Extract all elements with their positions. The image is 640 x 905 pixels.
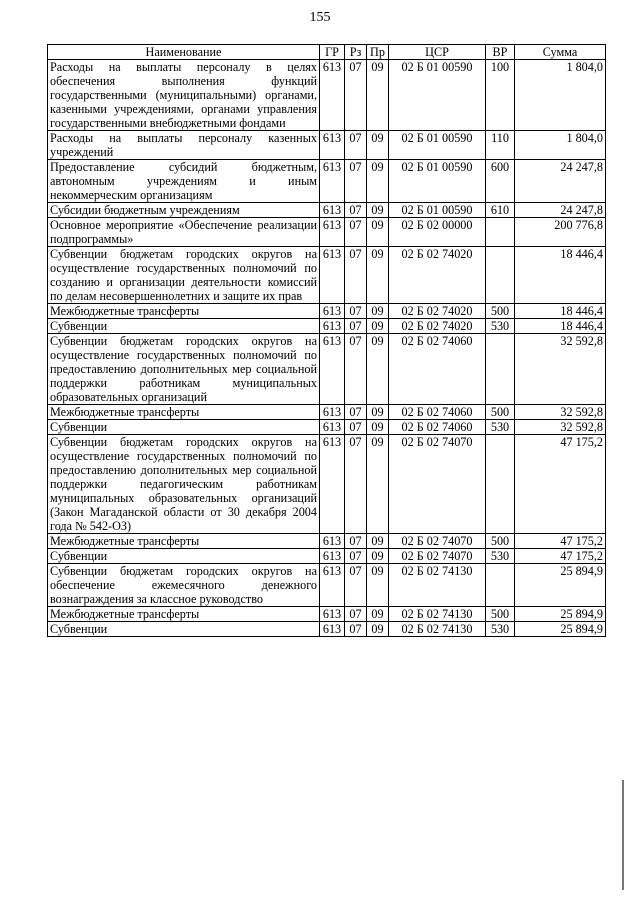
row-pr: 09 <box>367 218 389 247</box>
row-gr: 613 <box>320 218 345 247</box>
row-rz: 07 <box>345 131 367 160</box>
row-gr: 613 <box>320 564 345 607</box>
row-vr: 100 <box>486 60 515 131</box>
row-sum: 25 894,9 <box>515 564 606 607</box>
row-sum: 200 776,8 <box>515 218 606 247</box>
table-row <box>48 622 606 637</box>
row-name: Субвенции <box>48 549 320 564</box>
row-rz: 07 <box>345 218 367 247</box>
row-vr: 500 <box>486 534 515 549</box>
header-rz: Рз <box>345 45 367 60</box>
row-rz: 07 <box>345 203 367 218</box>
table-row <box>48 319 606 334</box>
row-gr: 613 <box>320 203 345 218</box>
row-name: Субвенции бюджетам городских округов на осуществление государственных полномочий по предоставлению дополнительных мер социальной поддержки работникам муниципальных образовательных организаций <box>48 334 320 405</box>
table-row <box>48 534 606 549</box>
row-gr: 613 <box>320 549 345 564</box>
row-csr: 02 Б 02 74060 <box>389 420 486 435</box>
row-gr: 613 <box>320 622 345 637</box>
row-csr: 02 Б 01 00590 <box>389 160 486 203</box>
row-sum: 32 592,8 <box>515 420 606 435</box>
table-row <box>48 247 606 304</box>
row-vr: 530 <box>486 420 515 435</box>
row-vr <box>486 564 515 607</box>
row-vr: 110 <box>486 131 515 160</box>
scan-edge-line <box>622 780 624 890</box>
row-pr: 09 <box>367 304 389 319</box>
row-csr: 02 Б 02 74020 <box>389 319 486 334</box>
row-sum: 47 175,2 <box>515 534 606 549</box>
row-gr: 613 <box>320 160 345 203</box>
row-pr: 09 <box>367 420 389 435</box>
row-csr: 02 Б 02 74060 <box>389 334 486 405</box>
row-sum: 18 446,4 <box>515 247 606 304</box>
row-vr: 530 <box>486 319 515 334</box>
table-row <box>48 203 606 218</box>
row-vr: 530 <box>486 622 515 637</box>
row-pr: 09 <box>367 203 389 218</box>
row-vr: 530 <box>486 549 515 564</box>
row-sum: 18 446,4 <box>515 304 606 319</box>
budget-table <box>47 44 606 637</box>
row-csr: 02 Б 02 74070 <box>389 435 486 534</box>
row-sum: 32 592,8 <box>515 334 606 405</box>
row-sum: 24 247,8 <box>515 160 606 203</box>
table-row <box>48 304 606 319</box>
row-pr: 09 <box>367 319 389 334</box>
row-rz: 07 <box>345 304 367 319</box>
row-csr: 02 Б 01 00590 <box>389 60 486 131</box>
row-name: Межбюджетные трансферты <box>48 534 320 549</box>
header-sum: Сумма <box>515 45 606 60</box>
row-sum: 18 446,4 <box>515 319 606 334</box>
row-pr: 09 <box>367 160 389 203</box>
table-row <box>48 405 606 420</box>
row-pr: 09 <box>367 435 389 534</box>
row-name: Расходы на выплаты персоналу казенных учреждений <box>48 131 320 160</box>
table-row <box>48 549 606 564</box>
row-vr: 500 <box>486 405 515 420</box>
row-csr: 02 Б 01 00590 <box>389 203 486 218</box>
row-rz: 07 <box>345 160 367 203</box>
header-csr: ЦСР <box>389 45 486 60</box>
table-row <box>48 607 606 622</box>
row-rz: 07 <box>345 247 367 304</box>
row-name: Субсидии бюджетным учреждениям <box>48 203 320 218</box>
row-csr: 02 Б 01 00590 <box>389 131 486 160</box>
row-sum: 1 804,0 <box>515 60 606 131</box>
row-rz: 07 <box>345 534 367 549</box>
row-rz: 07 <box>345 549 367 564</box>
row-sum: 32 592,8 <box>515 405 606 420</box>
row-vr: 500 <box>486 607 515 622</box>
row-rz: 07 <box>345 420 367 435</box>
row-sum: 1 804,0 <box>515 131 606 160</box>
table-row <box>48 218 606 247</box>
row-gr: 613 <box>320 420 345 435</box>
header-vr: ВР <box>486 45 515 60</box>
table-row <box>48 160 606 203</box>
row-rz: 07 <box>345 607 367 622</box>
row-sum: 24 247,8 <box>515 203 606 218</box>
row-csr: 02 Б 02 74130 <box>389 564 486 607</box>
row-gr: 613 <box>320 435 345 534</box>
row-gr: 613 <box>320 60 345 131</box>
row-pr: 09 <box>367 564 389 607</box>
row-rz: 07 <box>345 435 367 534</box>
row-name: Расходы на выплаты персоналу в целях обеспечения выполнения функций государственными (муниципальными) органами, казенными учреждениями, органами управления государственными внебюджетными фондами <box>48 60 320 131</box>
row-name: Межбюджетные трансферты <box>48 607 320 622</box>
row-name: Субвенции бюджетам городских округов на осуществление государственных полномочий по созданию и организации деятельности комиссий по делам несовершеннолетних и защите их прав <box>48 247 320 304</box>
row-csr: 02 Б 02 74070 <box>389 534 486 549</box>
table-row <box>48 564 606 607</box>
row-pr: 09 <box>367 607 389 622</box>
row-sum: 25 894,9 <box>515 607 606 622</box>
row-vr: 600 <box>486 160 515 203</box>
row-csr: 02 Б 02 74070 <box>389 549 486 564</box>
table-row <box>48 420 606 435</box>
row-name: Субвенции <box>48 319 320 334</box>
row-rz: 07 <box>345 405 367 420</box>
row-gr: 613 <box>320 607 345 622</box>
header-pr: Пр <box>367 45 389 60</box>
row-rz: 07 <box>345 319 367 334</box>
table-row <box>48 131 606 160</box>
row-csr: 02 Б 02 74130 <box>389 607 486 622</box>
row-pr: 09 <box>367 131 389 160</box>
row-name: Межбюджетные трансферты <box>48 405 320 420</box>
row-vr <box>486 334 515 405</box>
row-pr: 09 <box>367 334 389 405</box>
table-row <box>48 60 606 131</box>
row-gr: 613 <box>320 534 345 549</box>
row-name: Межбюджетные трансферты <box>48 304 320 319</box>
row-pr: 09 <box>367 247 389 304</box>
row-vr <box>486 218 515 247</box>
row-rz: 07 <box>345 564 367 607</box>
row-gr: 613 <box>320 319 345 334</box>
row-gr: 613 <box>320 131 345 160</box>
row-name: Субвенции бюджетам городских округов на осуществление государственных полномочий по предоставлению дополнительных мер социальной поддержки педагогическим работникам муниципальных образовательных организаций (Закон Магаданской области от 30 декабря 2004 года № 542-ОЗ) <box>48 435 320 534</box>
row-gr: 613 <box>320 334 345 405</box>
row-vr: 610 <box>486 203 515 218</box>
row-name: Основное мероприятие «Обеспечение реализации подпрограммы» <box>48 218 320 247</box>
row-pr: 09 <box>367 549 389 564</box>
header-gr: ГР <box>320 45 345 60</box>
header-row <box>48 45 606 60</box>
row-rz: 07 <box>345 334 367 405</box>
row-pr: 09 <box>367 622 389 637</box>
row-name: Предоставление субсидий бюджетным, автономным учреждениям и иным некоммерческим организациям <box>48 160 320 203</box>
row-pr: 09 <box>367 534 389 549</box>
row-csr: 02 Б 02 74020 <box>389 304 486 319</box>
row-vr <box>486 435 515 534</box>
row-csr: 02 Б 02 74060 <box>389 405 486 420</box>
row-vr <box>486 247 515 304</box>
table-row <box>48 334 606 405</box>
row-gr: 613 <box>320 405 345 420</box>
row-name: Субвенции <box>48 420 320 435</box>
page-number: 155 <box>309 10 331 25</box>
row-csr: 02 Б 02 74130 <box>389 622 486 637</box>
row-csr: 02 Б 02 74020 <box>389 247 486 304</box>
row-pr: 09 <box>367 60 389 131</box>
table-row <box>48 435 606 534</box>
row-name: Субвенции <box>48 622 320 637</box>
row-rz: 07 <box>345 60 367 131</box>
row-pr: 09 <box>367 405 389 420</box>
row-vr: 500 <box>486 304 515 319</box>
header-name: Наименование <box>48 45 320 60</box>
row-sum: 25 894,9 <box>515 622 606 637</box>
row-gr: 613 <box>320 247 345 304</box>
row-sum: 47 175,2 <box>515 435 606 534</box>
row-sum: 47 175,2 <box>515 549 606 564</box>
row-csr: 02 Б 02 00000 <box>389 218 486 247</box>
row-rz: 07 <box>345 622 367 637</box>
row-name: Субвенции бюджетам городских округов на обеспечение ежемесячного денежного вознаграждения за классное руководство <box>48 564 320 607</box>
row-gr: 613 <box>320 304 345 319</box>
